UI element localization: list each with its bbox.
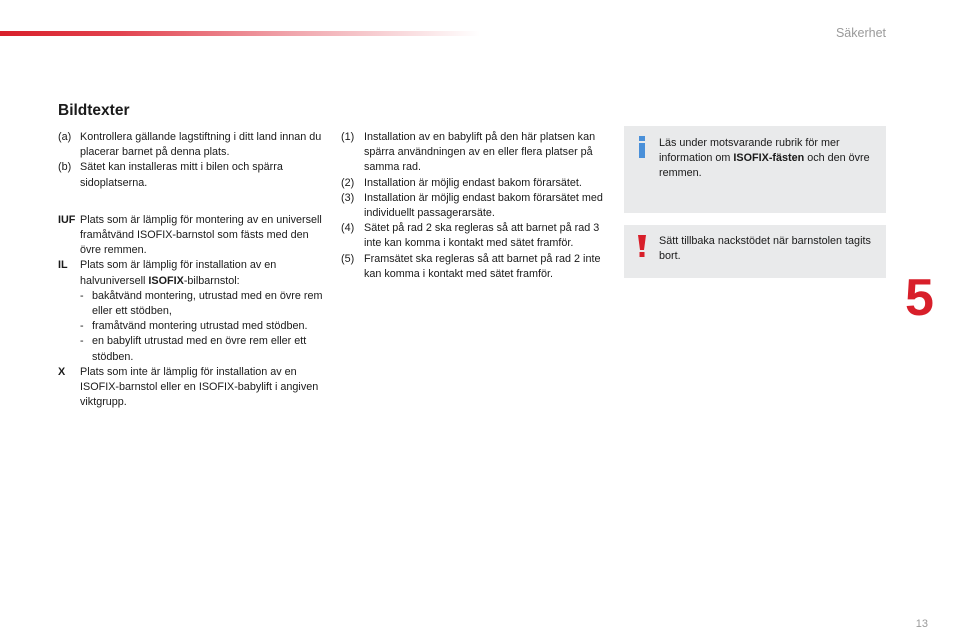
note-5 <box>341 252 606 282</box>
note-text: Sätet kan installeras mitt i bilen och spärra sidoplatserna. <box>80 161 283 189</box>
note-label: (3) <box>341 191 355 204</box>
legend-text-part: Plats som är lämplig för installation av en halvuniversell <box>80 259 277 287</box>
note-text: Framsätet ska regleras så att barnet på rad 2 inte kan komma i kontakt med sätet framför. <box>364 252 601 280</box>
note-label: (2) <box>341 176 355 189</box>
legend-text: Plats som inte är lämplig för installation av en ISOFIX-barnstol eller en ISOFIX-babylift i angiven viktgrupp. <box>80 365 319 409</box>
legend-key: IL <box>58 259 68 272</box>
info-text-part: och den övre remmen. <box>659 152 870 180</box>
warning-text: Sätt tillbaka nackstödet när barnstolen tagits bort. <box>659 235 871 263</box>
note-3 <box>341 191 606 221</box>
note-label: (5) <box>341 252 355 265</box>
note-1 <box>341 130 606 176</box>
note-label: (4) <box>341 222 355 235</box>
il-options-list <box>80 289 328 365</box>
list-item: - en babylift utrustad med en övre rem eller ett stödben. <box>80 334 328 364</box>
note-b <box>58 160 328 190</box>
info-text-bold: ISOFIX-fästen <box>733 152 805 165</box>
list-item-text: framåtvänd montering utrustad med stödben. <box>92 320 308 333</box>
page-number: 13 <box>915 618 928 630</box>
note-text: Installation är möjlig endast bakom förarsätet. <box>364 176 582 189</box>
note-label: (b) <box>58 161 72 174</box>
note-2 <box>341 176 606 191</box>
legend-text <box>80 258 328 288</box>
list-item-text: bakåtvänd montering, utrustad med en övre rem eller ett stödben, <box>92 289 323 318</box>
legend-text-part: -bilbarnstol: <box>183 274 240 287</box>
legend-keys <box>58 213 328 411</box>
list-item-text: en babylift utrustad med en övre rem eller ett stödben. <box>92 335 307 363</box>
legend-text: Plats som är lämplig för montering av en universell framåtvänd ISOFIX-barnstol som fästs med den övre remmen. <box>80 213 322 257</box>
legend-x <box>58 365 328 411</box>
note-label: (a) <box>58 131 72 143</box>
note-4 <box>341 221 606 251</box>
note-a <box>58 130 328 160</box>
note-text: Sätet på rad 2 ska regleras så att barnet på rad 3 inte kan komma i kontakt med sätet framför. <box>364 222 600 250</box>
list-item: - bakåtvänd montering, utrustad med en övre rem eller ett stödben, <box>80 289 328 319</box>
list-item: - framåtvänd montering utrustad med stödben. <box>80 319 328 334</box>
info-icon <box>634 136 650 158</box>
info-text <box>659 137 870 179</box>
legend-text-bold: ISOFIX <box>148 274 184 287</box>
page-title: Bildtexter <box>58 102 130 119</box>
left-column <box>58 130 328 410</box>
warning-icon <box>634 235 650 257</box>
section-header: Säkerhet <box>835 26 886 40</box>
note-label: (1) <box>341 131 355 143</box>
info-box <box>624 126 886 213</box>
legend-key: X <box>58 365 66 378</box>
note-text: Kontrollera gällande lagstiftning i ditt land innan du placerar barnet på denna plats. <box>80 131 322 159</box>
note-text: Installation är möjlig endast bakom förarsätet med individuellt passagerarsäte. <box>364 191 603 220</box>
note-text: Installation av en babylift på den här platsen kan spärra användningen av en eller flera platser på samma rad. <box>364 131 596 174</box>
legend-il <box>58 258 328 288</box>
info-text-part: Läs under motsvarande rubrik för mer information om <box>659 137 840 165</box>
legend-key: IUF <box>58 213 76 226</box>
chapter-number: 5 <box>905 269 934 327</box>
legend-iuf <box>58 213 328 259</box>
middle-column <box>341 130 606 282</box>
warning-box <box>624 225 886 278</box>
header-accent-bar <box>0 31 480 36</box>
